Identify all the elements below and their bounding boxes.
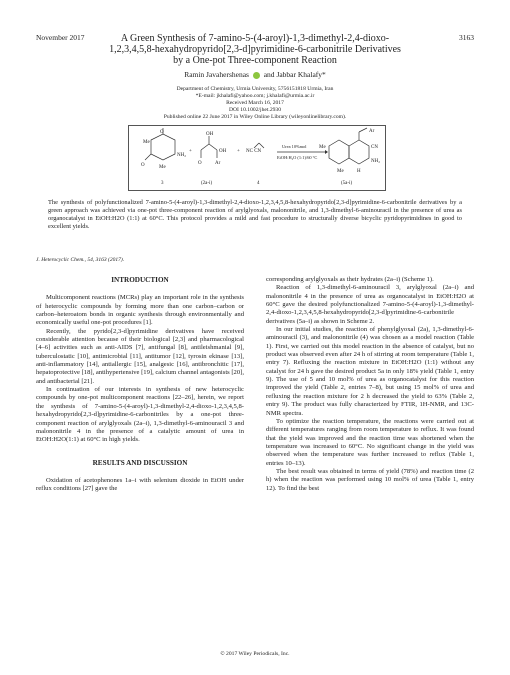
author-1[interactable]: Ramin Javahershenas [184, 70, 249, 79]
uracil-ring [151, 134, 175, 160]
copyright-footer: © 2017 Wiley Periodicals, Inc. [220, 651, 290, 657]
orcid-icon[interactable] [253, 72, 260, 79]
product-ring-b [349, 140, 369, 164]
scheme-plus-2: + [237, 149, 240, 154]
page-number: 3163 [459, 33, 474, 42]
scheme-h: H [357, 169, 361, 174]
intro-paragraph-1: Multicomponent reactions (MCRs) play an important role in the synthesis of heterocyclic compounds by forming more than one carbon–carbon or carbon–heteroatom bonds in organic synthesis through environmentally and economically useful one-pot procedures [1]. [36, 294, 244, 327]
section-heading-introduction: INTRODUCTION [111, 276, 169, 284]
scheme-me-4: Me [337, 169, 344, 174]
article-title-line-1: A Green Synthesis of 7-amino-5-(4-aroyl)-1,3-dimethyl-2,4-dioxo- [120, 33, 390, 44]
received-date: Received March 16, 2017 [226, 100, 284, 106]
scheme-nh2-1: NH₂ [177, 153, 186, 158]
product-ring-a [329, 140, 349, 164]
right-paragraph-4: To optimize the reaction temperature, the reactions were carried out at different temperatures ranging from room temperature to reflux. It was found that the yield was improved and the reaction time was shortened when the temperature was increased to 60°C. No significant change in the yield was observed when the temperature was further increased to reflux (Table 1, entries 10–13). [266, 417, 474, 467]
right-column [266, 276, 474, 493]
scheme-me-3: Me [319, 145, 326, 150]
right-paragraph-2: Reaction of 1,3-dimethyl-6-aminouracil 3, arylglyoxal (2a–i) and malononitrile 4 in the presence of urea as organocatalyst in EtOH:H2O at 60°C gave the desired polyfunctionalized 7-amino-5-(4-aroyl)-1,3-dimethyl-2,4-dioxo-1,2,3,4,5,8-hexahydropyrido[2,3-d]pyrimidine-6-carbonitrile derivatives (5a–i) as shown in Scheme 2. [266, 284, 474, 325]
email-line[interactable]: *E-mail: jkhalafi@yahoo.com; j.khalafi@urmia.ac.ir [195, 93, 315, 99]
scheme-me-1: Me [143, 140, 150, 145]
published-online: Published online 22 June 2017 in Wiley Online Library (wileyonlinelibrary.com). [163, 114, 347, 120]
scheme-plus-1: + [189, 149, 192, 154]
scheme-ar-2: Ar [369, 129, 375, 134]
scheme-condition-bottom: EtOH:H₂O (1:1)/60 °C [277, 155, 318, 160]
article-title-line-2: 1,2,3,4,5,8-hexahydropyrido[2,3-d]pyrimidine-6-carbonitrile Derivatives [109, 44, 401, 55]
author-joiner: and [263, 70, 275, 79]
left-column [36, 276, 244, 494]
scheme-o-1: O [160, 130, 164, 135]
scheme-ar-1: Ar [215, 161, 221, 166]
doi[interactable]: DOI 10.1002/jhet.2930 [228, 107, 282, 113]
reaction-scheme [128, 125, 386, 191]
scheme-o-3: O [198, 161, 202, 166]
abstract: The synthesis of polyfunctionalized 7-amino-5-(4-aroyl)-1,3-dimethyl-2,4-dioxo-1,2,3,4,5,8-hexahydropyrido[2,3-d]pyrimidine-6-carbonitrile derivatives by a green approach was achieved via one-pot three-component reaction of arylglyoxals, malononitrile, and 1,3-dimethyl-6-aminouracil in the presence of urea as organocatalyst in EtOH:H2O (1:1) at 60°C. This protocol provides a mild and fast procedure to structurally diverse bicyclic pyridopyrimidines in good to excellent yields. [48, 199, 462, 230]
scheme-oh-2: OH [219, 149, 227, 154]
affiliation: Department of Chemistry, Urmia University, 5756151818 Urmia, Iran [176, 86, 334, 92]
scheme-o-2: O [141, 163, 145, 168]
section-heading-results: RESULTS AND DISCUSSION [92, 458, 188, 467]
author-line [0, 70, 510, 79]
intro-paragraph-3: In continuation of our interests in synthesis of new heterocyclic compounds by one-pot multicomponent reactions [22–26], herein, we report the synthesis of 7-amino-5-(4-aroyl)-1,3-dimethyl-2,4-dioxo-1,2,3,4,5,8-hexahydropyrido[2,3-d]pyrimidine-6-carbonitriles by a one-pot three-component reaction of arylglyoxals (2a–i), 1,3-dimethyl-6-aminouracil 3 and malononitrile 4 in the presence of a catalytic amount of urea in EtOH:H2O(1:1) at 60°C in high yields. [36, 386, 244, 444]
right-paragraph-3: In our initial studies, the reaction of phenylglyoxal (2a), 1,3-dimethyl-6-aminouracil (3), and malononitrile (4) was chosen as a model reaction (Table 1). First, we carried out this model reaction in the absence of catalyst, but no product was observed even after 24 h of stirring at room temperature (Table 1, entry 7). Refluxing the reaction mixture in EtOH:H2O (1:1) without any catalyst for 24 h gave the desired product 5a in only 18% yield (Table 1, entry 9). The use of 5 and 10 mol% of urea as organocatalyst for this reaction improved the yield (Table 2, entries 7–8), but using 15 mol% of urea and refluxing the reaction mixture for 2 h decreased the yield to 63% (Table 2, entry 9). The product was fully characterized by FTIR, 1H-NMR, and 13C-NMR spectra. [266, 326, 474, 417]
journal-citation: J. Heterocyclic Chem., 54, 3163 (2017). [36, 257, 125, 263]
scheme-nccn: NC CN [246, 149, 262, 154]
right-paragraph-5: The best result was obtained in terms of yield (78%) and reaction time (2 h) when the reaction was performed using 10 mol% of urea (Table 1, entry 12). To find the best [266, 467, 474, 492]
scheme-label-3: 3 [161, 181, 164, 186]
scheme-me-2: Me [159, 165, 166, 170]
intro-paragraph-2: Recently, the pyrido[2,3-d]pyrimidine derivatives have received considerable attention because of their biological [2,3] and pharmacological [4–6] activities such as anti-AIDS [7], antifungal [8], antileishmanial [9], tuberculostatic [10], antimicrobial [11], antitumor [12], tyrosin ekinase [13], anti-inflammatory [14], antiallergic [15], analgesic [16], antibronchitic [17], hepatoprotective [18], antihypertensive [19], calcium channel antagonists [20], and antibacterial [21]. [36, 327, 244, 385]
scheme-label-5a: (5a-i) [341, 181, 353, 186]
scheme-label-4: 4 [257, 181, 260, 186]
scheme-cn: CN [371, 145, 378, 150]
right-paragraph-1: corresponding arylglyoxals as their hydrates (2a–i) (Scheme 1). [266, 276, 434, 283]
article-title-line-3: by a One-pot Three-component Reaction [173, 55, 337, 66]
scheme-oh-1: OH [206, 132, 214, 137]
scheme-condition-top: Urea 10%mol [282, 144, 307, 149]
reaction-scheme-drawing [129, 126, 385, 190]
scheme-nh2-2: NH₂ [371, 159, 380, 164]
running-header-date: November 2017 [36, 33, 85, 42]
author-2[interactable]: Jabbar Khalafy* [276, 70, 326, 79]
scheme-label-2a: (2a-i) [201, 181, 213, 186]
results-paragraph-1: Oxidation of acetophenones 1a–i with selenium dioxide in EtOH under reflux conditions [27] gave the [36, 476, 244, 493]
